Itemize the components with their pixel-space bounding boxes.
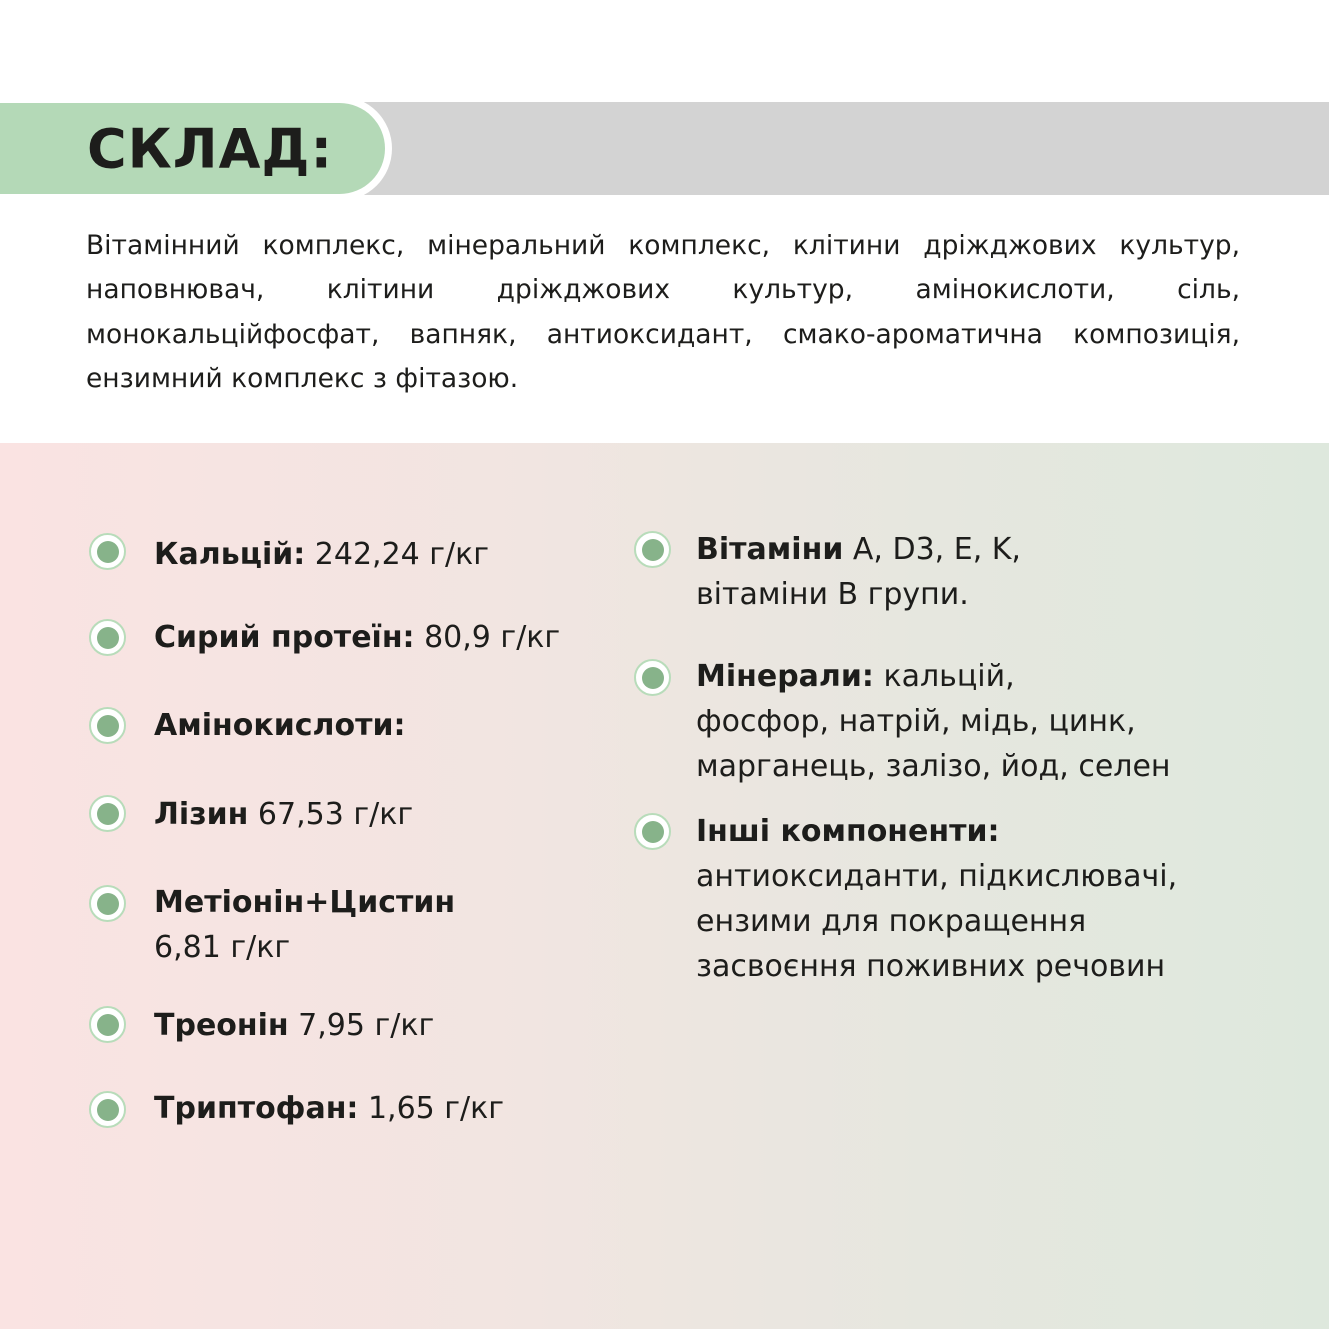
nutrient-item-crude-protein <box>154 615 560 660</box>
nutrient-panel <box>0 443 1329 1329</box>
bullet-dot-icon <box>634 813 671 850</box>
nutrient-item-lysine <box>154 792 413 837</box>
nutrient-value: антиоксиданти, підкислювачі, <box>696 859 1178 894</box>
bullet-dot-icon <box>634 531 671 568</box>
nutrient-value: 6,81 г/кг <box>154 930 291 965</box>
nutrient-value: 80,9 г/кг <box>414 620 561 655</box>
nutrient-item-minerals <box>696 654 1171 789</box>
nutrient-label: Лізин <box>154 797 249 832</box>
nutrient-value: A, D3, E, K, <box>843 532 1021 567</box>
composition-intro-text: Вітамінний комплекс, мінеральний комплекс, клітини дріжджових культур, наповнювач, клітини дріжджових культур, амінокислоти, сіль, монокальційфосфат, вапняк, антиоксидант, смако-ароматична композиція, ензимний комплекс з фітазою. <box>86 230 1240 394</box>
nutrient-value: 1,65 г/кг <box>358 1091 505 1126</box>
nutrient-item-methionine-cystine <box>154 880 455 970</box>
nutrient-item-other-components <box>696 809 1177 989</box>
nutrient-value-line2: ензими для покращення <box>696 904 1087 939</box>
nutrient-item-tryptophan <box>154 1086 504 1131</box>
nutrient-value-line3: засвоєння поживних речовин <box>696 949 1166 984</box>
nutrient-label: Триптофан: <box>154 1091 359 1126</box>
bullet-dot-icon <box>89 707 126 744</box>
nutrient-label: Вітаміни <box>696 532 844 567</box>
nutrient-value-line2: вітаміни B групи. <box>696 577 969 612</box>
bullet-dot-icon <box>89 1006 126 1043</box>
nutrient-label: Мінерали: <box>696 659 874 694</box>
title-pill <box>0 96 392 201</box>
nutrient-value: кальцій, <box>873 659 1015 694</box>
page-title: СКЛАД: <box>87 117 334 180</box>
nutrient-item-vitamins <box>696 527 1021 617</box>
nutrient-label: Інші компоненти: <box>696 814 1000 849</box>
bullet-dot-icon <box>89 795 126 832</box>
nutrient-item-threonine <box>154 1003 434 1048</box>
nutrient-value: 242,24 г/кг <box>305 537 490 572</box>
nutrient-item-amino-acids <box>154 703 406 748</box>
nutrient-label: Кальцій: <box>154 537 306 572</box>
bullet-dot-icon <box>89 1091 126 1128</box>
nutrient-label: Метіонін+Цистин <box>154 885 456 920</box>
bullet-dot-icon <box>89 533 126 570</box>
nutrient-item-calcium <box>154 532 489 577</box>
nutrient-value-line3: марганець, залізо, йод, селен <box>696 749 1171 784</box>
bullet-dot-icon <box>89 885 126 922</box>
nutrient-label: Сирий протеїн: <box>154 620 415 655</box>
nutrient-value: 7,95 г/кг <box>288 1008 435 1043</box>
nutrient-value: 67,53 г/кг <box>248 797 414 832</box>
nutrient-label: Треонін <box>154 1008 289 1043</box>
nutrient-label: Амінокислоти: <box>154 708 406 743</box>
bullet-dot-icon <box>89 619 126 656</box>
bullet-dot-icon <box>634 659 671 696</box>
nutrient-value-line2: фосфор, натрій, мідь, цинк, <box>696 704 1136 739</box>
